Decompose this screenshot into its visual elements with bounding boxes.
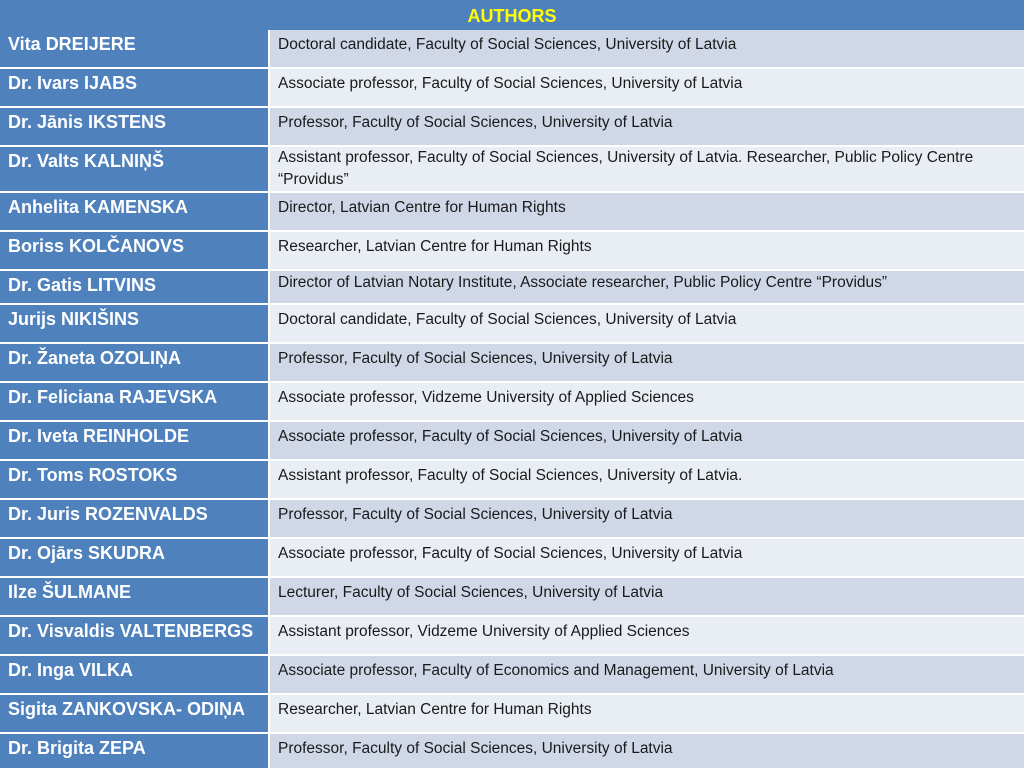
author-row <box>0 108 1024 145</box>
author-name: Vita DREIJERE <box>0 30 268 67</box>
author-description: Doctoral candidate, Faculty of Social Sciences, University of Latvia <box>270 305 1024 342</box>
author-description: Assistant professor, Faculty of Social Sciences, University of Latvia. <box>270 461 1024 498</box>
author-description: Associate professor, Vidzeme University of Applied Sciences <box>270 383 1024 420</box>
author-name: Dr. Feliciana RAJEVSKA <box>0 383 268 420</box>
author-description: Associate professor, Faculty of Social Sciences, University of Latvia <box>270 539 1024 576</box>
author-description: Assistant professor, Faculty of Social Sciences, University of Latvia. Researcher, Public Policy Centre “Providus” <box>270 147 1024 191</box>
author-description: Assistant professor, Vidzeme University of Applied Sciences <box>270 617 1024 654</box>
author-row <box>0 734 1024 768</box>
author-name: Dr. Ivars IJABS <box>0 69 268 106</box>
author-name: Dr. Brigita ZEPA <box>0 734 268 768</box>
author-name: Boriss KOLČANOVS <box>0 232 268 269</box>
authors-title: AUTHORS <box>0 0 1024 30</box>
author-description: Associate professor, Faculty of Social Sciences, University of Latvia <box>270 422 1024 459</box>
author-row <box>0 305 1024 342</box>
author-name: Jurijs NIKIŠINS <box>0 305 268 342</box>
author-description: Associate professor, Faculty of Economics and Management, University of Latvia <box>270 656 1024 693</box>
author-row <box>0 383 1024 420</box>
author-name: Dr. Jānis IKSTENS <box>0 108 268 145</box>
author-row <box>0 461 1024 498</box>
author-row <box>0 271 1024 303</box>
author-row <box>0 656 1024 693</box>
author-description: Professor, Faculty of Social Sciences, University of Latvia <box>270 344 1024 381</box>
author-name: Dr. Visvaldis VALTENBERGS <box>0 617 268 654</box>
author-description: Professor, Faculty of Social Sciences, University of Latvia <box>270 734 1024 768</box>
author-row <box>0 69 1024 106</box>
author-name: Dr. Žaneta OZOLIŅA <box>0 344 268 381</box>
author-description: Researcher, Latvian Centre for Human Rights <box>270 695 1024 732</box>
author-description: Professor, Faculty of Social Sciences, University of Latvia <box>270 500 1024 537</box>
author-name: Dr. Iveta REINHOLDE <box>0 422 268 459</box>
author-description: Doctoral candidate, Faculty of Social Sciences, University of Latvia <box>270 30 1024 67</box>
author-row <box>0 617 1024 654</box>
author-description: Professor, Faculty of Social Sciences, University of Latvia <box>270 108 1024 145</box>
author-name: Dr. Toms ROSTOKS <box>0 461 268 498</box>
author-description: Associate professor, Faculty of Social Sciences, University of Latvia <box>270 69 1024 106</box>
author-row <box>0 193 1024 230</box>
author-row <box>0 578 1024 615</box>
author-row <box>0 500 1024 537</box>
author-row <box>0 539 1024 576</box>
author-name: Sigita ZANKOVSKA- ODIŅA <box>0 695 268 732</box>
author-row <box>0 344 1024 381</box>
author-name: Dr. Ojārs SKUDRA <box>0 539 268 576</box>
author-row <box>0 147 1024 191</box>
author-name: Ilze ŠULMANE <box>0 578 268 615</box>
author-name: Dr. Juris ROZENVALDS <box>0 500 268 537</box>
author-description: Researcher, Latvian Centre for Human Rights <box>270 232 1024 269</box>
author-name: Dr. Valts KALNIŅŠ <box>0 147 268 191</box>
author-row <box>0 422 1024 459</box>
author-row <box>0 695 1024 732</box>
author-description: Director of Latvian Notary Institute, Associate researcher, Public Policy Centre “Providus” <box>270 271 1024 303</box>
author-name: Dr. Gatis LITVINS <box>0 271 268 303</box>
author-row <box>0 232 1024 269</box>
author-name: Dr. Inga VILKA <box>0 656 268 693</box>
author-description: Lecturer, Faculty of Social Sciences, University of Latvia <box>270 578 1024 615</box>
author-description: Director, Latvian Centre for Human Rights <box>270 193 1024 230</box>
author-row <box>0 30 1024 67</box>
author-name: Anhelita KAMENSKA <box>0 193 268 230</box>
